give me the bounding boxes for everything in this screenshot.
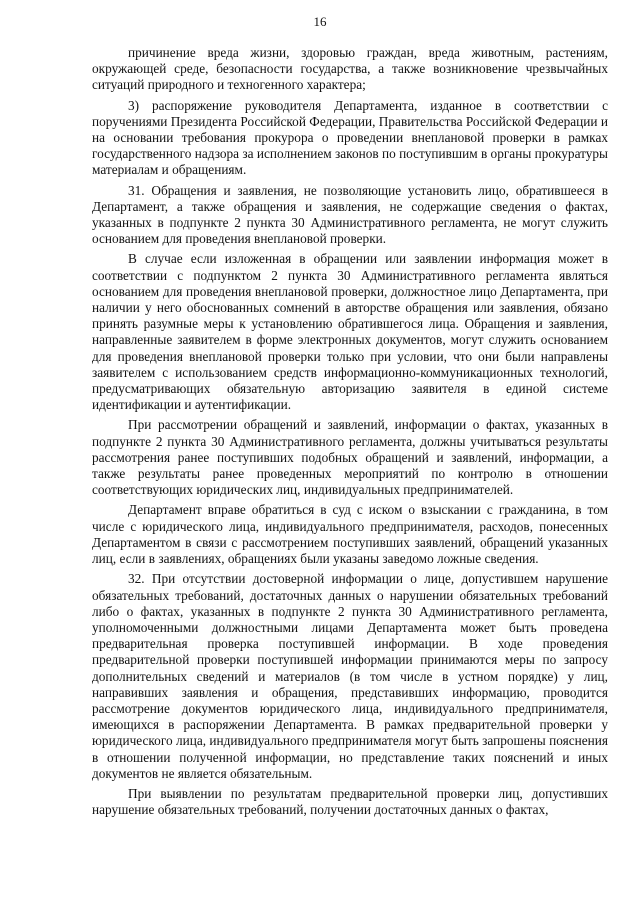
page-number: 16 — [313, 14, 327, 29]
paragraph-31-anonymous-check: В случае если изложенная в обращении или заявлении информация может в соответствии с подпунктом 2 пункта 30 Административного регламента являться основанием для проведения внеплановой проверки, должностное лицо Департамента, при наличии у него обоснованных сомнений в авторстве обращения или заявления, обязано принять разумные меры к установлению обратившегося лица. Обращения и заявления, направленные заявителем в форме электронных документов, могут служить основанием для проведения внеплановой проверки только при условии, что они были направлены заявителем с использованием средств информационно-коммуникационных технологий, предусматривающих обязательную авторизацию заявителя в единой системе идентификации и аутентификации. — [92, 251, 608, 413]
paragraph-32-results: При выявлении по результатам предварительной проверки лиц, допустивших нарушение обязательных требований, получении достаточных данных о фактах, — [92, 785, 608, 818]
paragraph-31-consideration: При рассмотрении обращений и заявлений, информации о фактах, указанных в подпункте 2 пункта 30 Административного регламента, должны учитываться результаты рассмотрения ранее поступивших подобных обращений и заявлений, информации, а также результаты ранее проведенных мероприятий по контролю в отношении соответствующих юридических лиц, индивидуальных предпринимателей. — [92, 417, 608, 498]
paragraph-32: 32. При отсутствии достоверной информации о лице, допустившем нарушение обязательных требований, достаточных данных о нарушении обязательных требований либо о фактах, указанных в подпункте 2 пункта 30 Административного регламента, уполномоченными должностными лицами Департамента может быть проведена предварительная проверка поступившей информации. В ходе проведения предварительной проверки поступившей информации принимаются меры по запросу дополнительных сведений и материалов (в том числе в устном порядке) у лиц, направивших заявления и обращения, представивших информацию, проводится рассмотрение документов юридического лица, индивидуального предпринимателя, имеющихся в распоряжении Департамента. В рамках предварительной проверки у юридического лица, индивидуального предпринимателя могут быть запрошены пояснения в отношении полученной информации, но представление таких пояснений и иных документов не является обязательным. — [92, 571, 608, 781]
paragraph-continuation: причинение вреда жизни, здоровью граждан, вреда животным, растениям, окружающей среде, безопасности государства, а также возникновение чрезвычайных ситуаций природного и техногенного характера; — [92, 45, 608, 93]
paragraph-item-3: 3) распоряжение руководителя Департамента, изданное в соответствии с поручениями Президента Российской Федерации, Правительства Российской Федерации и на основании требования прокурора о проведении внеплановой проверки в рамках государственного надзора за исполнением законов по поступившим в органы прокуратуры материалам и обращениям. — [92, 97, 608, 178]
paragraph-31: 31. Обращения и заявления, не позволяющие установить лицо, обратившееся в Департамент, а также обращения и заявления, не содержащие сведения о фактах, указанных в подпункте 2 пункта 30 Административного регламента, не могут служить основанием для проведения внеплановой проверки. — [92, 182, 608, 247]
paragraph-31-court-claim: Департамент вправе обратиться в суд с иском о взыскании с гражданина, в том числе с юридического лица, индивидуального предпринимателя, расходов, понесенных Департаментом в связи с рассмотрением поступивших заявлений, обращений указанных лиц, если в заявлениях, обращениях были указаны заведомо ложные сведения. — [92, 502, 608, 567]
document-body — [92, 45, 608, 822]
